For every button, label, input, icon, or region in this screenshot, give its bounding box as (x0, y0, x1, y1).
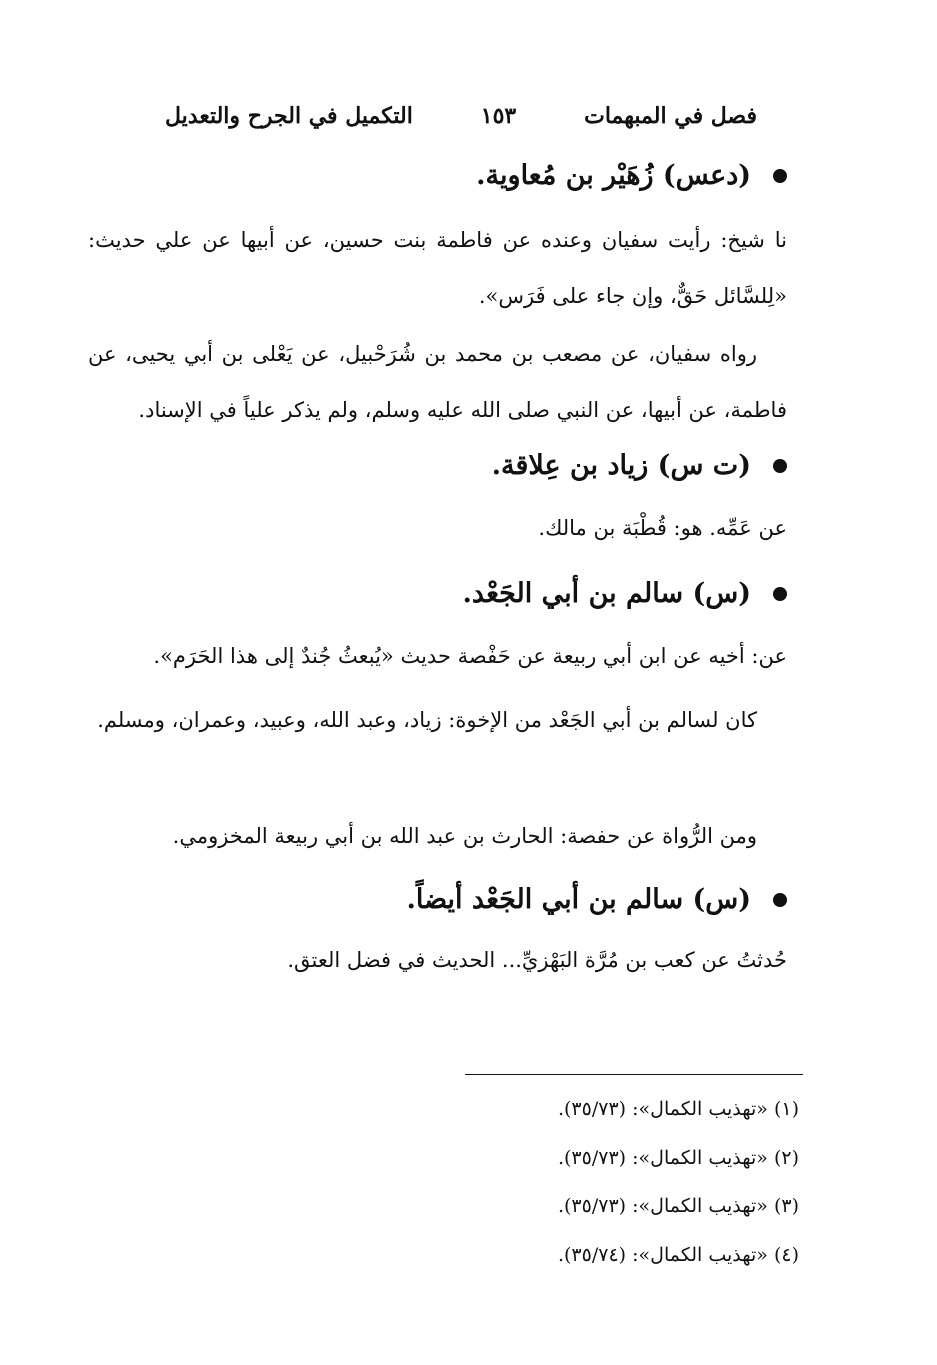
entry-title (476, 156, 787, 196)
entry-title-text: (س) سالم بن أبي الجَعْد. (462, 578, 751, 609)
bullet-icon (773, 587, 787, 601)
entry-title-text: (س) سالم بن أبي الجَعْد أيضاً. (406, 884, 751, 915)
page-number: ١٥٣ (480, 103, 517, 129)
paragraph: نا شيخ: رأيت سفيان وعنده عن فاطمة بنت حسين، عن أبيها عن علي حديث: «لِلسَّائل حَقٌّ، وإن جاء على فَرَس». (88, 228, 787, 308)
paragraph: ومن الرُّواة عن حفصة: الحارث بن عبد الله بن أبي ربيعة المخزومي. (172, 824, 757, 848)
footnote-divider (465, 1074, 803, 1075)
header-book-title: التكميل في الجرح والتعديل (165, 103, 413, 129)
entry-title-text: (ت س) زياد بن عِلاقة. (491, 450, 751, 481)
paragraph: عن: أخيه عن ابن أبي ربيعة عن حَفْصة حديث «يُبعثُ جُندٌ إلى هذا الحَرَم». (153, 644, 787, 668)
bullet-icon (773, 459, 787, 473)
entry-title (492, 446, 787, 486)
entry-title (463, 574, 788, 614)
paragraph: رواه سفيان، عن مصعب بن محمد بن شُرَحْبيل، عن يَعْلى بن أبي يحيى، عن فاطمة، عن أبيها، عن النبي صلى الله عليه وسلم، ولم يذكر علياً في الإسناد. (88, 342, 787, 422)
paragraph: حُدثتُ عن كعب بن مُرَّة البَهْزيِّ... الحديث في فضل العتق. (287, 948, 787, 972)
entry-title (406, 880, 787, 920)
footnote: (١) «تهذيب الكمال»: (٣٥/٧٣). (557, 1098, 799, 1120)
bullet-icon (773, 169, 787, 183)
footnote: (٢) «تهذيب الكمال»: (٣٥/٧٣). (557, 1147, 799, 1169)
bullet-icon (773, 893, 787, 907)
entry-title-text: (دعس) زُهَيْر بن مُعاوية. (476, 160, 751, 191)
footnote: (٣) «تهذيب الكمال»: (٣٥/٧٣). (557, 1195, 799, 1217)
footnote: (٤) «تهذيب الكمال»: (٣٥/٧٤). (557, 1244, 799, 1266)
paragraph: كان لسالم بن أبي الجَعْد من الإخوة: زياد، وعبد الله، وعبيد، وعمران، ومسلم. (97, 708, 757, 732)
running-header (165, 96, 757, 136)
header-section-title: فصل في المبهمات (584, 103, 757, 129)
paragraph: عن عَمِّه. هو: قُطْبَة بن مالك. (538, 516, 787, 540)
